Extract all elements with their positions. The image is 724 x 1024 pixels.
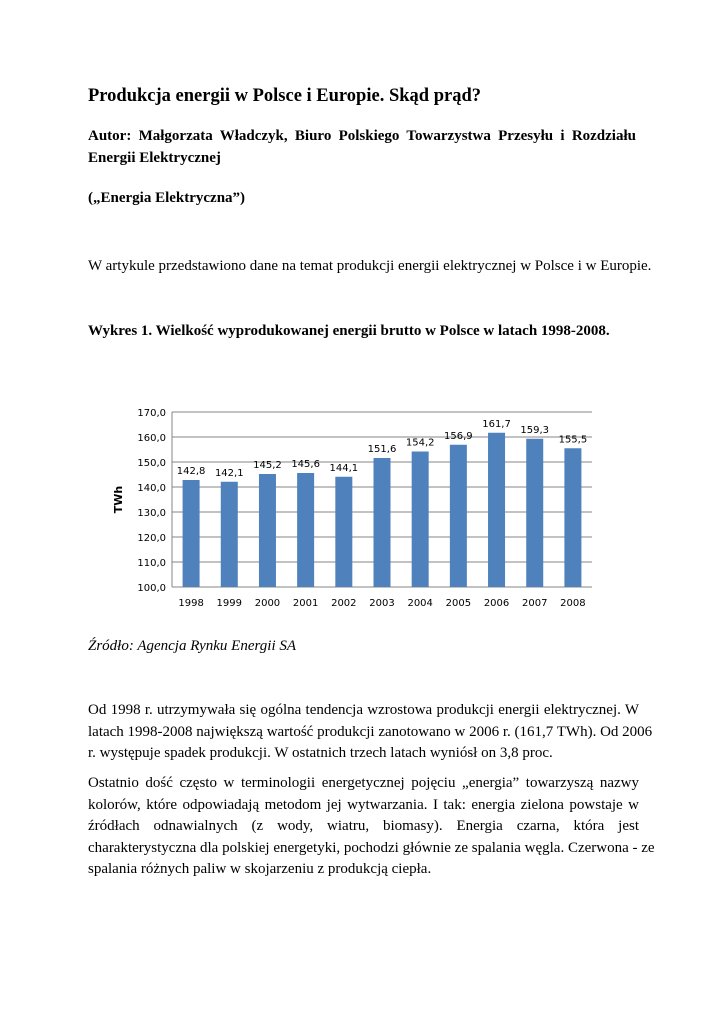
paragraph-1 — [88, 700, 653, 765]
y-tick-label: 110,0 — [137, 558, 166, 569]
data-label-2005: 156,9 — [444, 430, 473, 442]
paragraph-2-line: źródłach odnawialnych (z wody, wiatru, biomasy). Energia czarna, która jest — [88, 818, 639, 834]
energy-production-bar-chart — [100, 392, 620, 620]
paragraph-2-line: kolorów, które odpowiadają metodom jej wytwarzania. I tak: energia zielona powstaje w — [88, 796, 639, 813]
data-label-2002: 144,1 — [329, 462, 359, 474]
x-tick-label-2001: 2001 — [292, 598, 319, 609]
x-tick-label-2003: 2003 — [369, 598, 395, 609]
bar-2000 — [259, 474, 276, 587]
x-tick-label-2006: 2006 — [483, 598, 510, 609]
bar-2002 — [335, 477, 352, 587]
document-title: Produkcja energii w Polsce i Europie. Skąd prąd? — [88, 86, 481, 106]
y-tick-label: 130,0 — [137, 508, 166, 519]
data-label-2008: 155,5 — [558, 434, 588, 446]
bar-2008 — [564, 448, 581, 587]
x-tick-label-2004: 2004 — [407, 598, 433, 609]
data-label-2007: 159,3 — [520, 424, 550, 436]
data-label-2004: 154,2 — [405, 437, 435, 449]
paragraph-1-line: r. występuje spadek produkcji. W ostatnich trzech latach wyniósł on 3,8 proc. — [88, 745, 553, 761]
x-tick-label-1998: 1998 — [178, 598, 204, 609]
x-tick-label-2000: 2000 — [254, 598, 281, 609]
bar-2007 — [526, 439, 543, 587]
bar-2003 — [374, 458, 391, 587]
chart-caption: Wykres 1. Wielkość wyprodukowanej energii brutto w Polsce w latach 1998-2008. — [88, 323, 610, 339]
data-label-2000: 145,2 — [253, 460, 282, 471]
x-tick-label-2002: 2002 — [331, 598, 357, 609]
data-label-2006: 161,7 — [482, 418, 511, 430]
x-tick-label-2005: 2005 — [445, 598, 472, 609]
paragraph-2-line: Ostatnio dość często w terminologii energetycznej pojęciu „energia” towarzyszą nazwy — [88, 775, 639, 791]
bar-1998 — [183, 480, 200, 587]
journal-name: („Energia Elektryczna”) — [88, 190, 246, 206]
bar-2004 — [412, 452, 429, 588]
author-line-2: Energii Elektrycznej — [88, 150, 221, 166]
author-line-1: Autor: Małgorzata Władczyk, Biuro Polskiego Towarzystwa Przesyłu i Rozdziału — [88, 128, 636, 144]
bar-1999 — [221, 482, 238, 587]
intro-text: W artykule przedstawiono dane na temat produkcji energii elektrycznej w Polsce i w Europie. — [88, 258, 652, 274]
paragraph-2-line: spalania różnych paliw w skojarzeniu z produkcją ciepła. — [88, 861, 432, 877]
chart-source: Źródło: Agencja Rynku Energii SA — [88, 638, 297, 654]
y-tick-label: 170,0 — [137, 408, 166, 419]
y-tick-label: 140,0 — [137, 483, 166, 494]
paragraph-2-line: charakterystyczna dla polskiej energetyki, pochodzi głównie ze spalania węgla. Czerwona - ze — [88, 839, 655, 856]
paragraph-2 — [88, 773, 655, 881]
y-tick-label: 160,0 — [137, 433, 166, 444]
bar-2001 — [297, 473, 314, 587]
data-label-1999: 142,1 — [214, 467, 244, 479]
paragraph-1-line: Od 1998 r. utrzymywała się ogólna tendencja wzrostowa produkcji energii elektrycznej. W — [88, 702, 639, 718]
data-label-2003: 151,6 — [367, 444, 397, 455]
y-tick-label: 120,0 — [137, 533, 166, 544]
data-label-1998: 142,8 — [176, 466, 206, 477]
bar-2005 — [450, 445, 467, 587]
x-tick-label-2007: 2007 — [522, 598, 548, 609]
y-tick-label: 150,0 — [137, 458, 166, 469]
bar-2006 — [488, 433, 505, 587]
data-label-2001: 145,6 — [291, 459, 320, 470]
y-axis-title: TWh — [112, 485, 125, 514]
x-tick-label-2008: 2008 — [560, 598, 586, 609]
y-tick-label: 100,0 — [137, 583, 166, 594]
x-tick-label-1999: 1999 — [216, 598, 242, 609]
paragraph-1-line: latach 1998-2008 największą wartość produkcji zanotowano w 2006 r. (161,7 TWh). Od 2006 — [88, 723, 653, 740]
